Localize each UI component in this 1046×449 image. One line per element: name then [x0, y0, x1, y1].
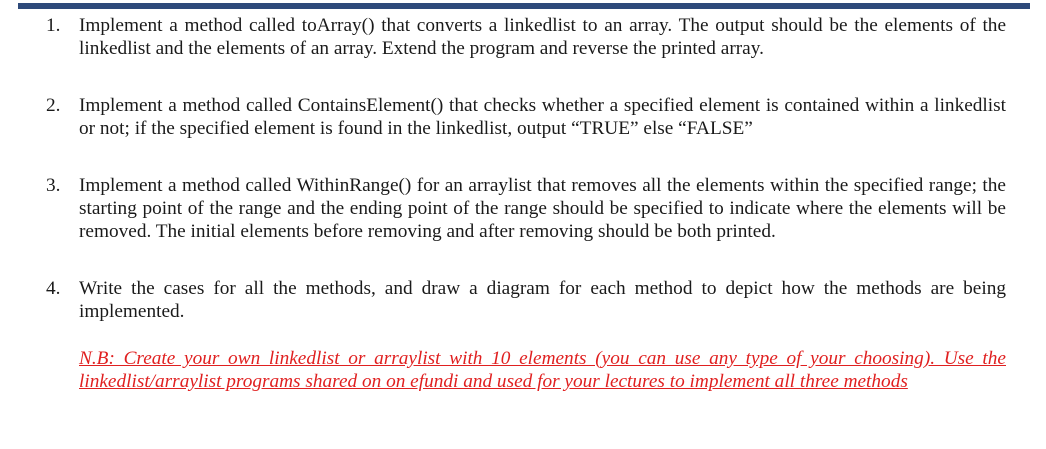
task-text-1: Implement a method called toArray() that converts a linkedlist to an array. The output should be the elements of the linkedlist and the elements of an array. Extend the program and reverse the printed array.: [79, 15, 1006, 59]
task-text-3: Implement a method called WithinRange() for an arraylist that removes all the elements within the specified range; the starting point of the range and the ending point of the range should be specified to indicate where the elements will be removed. The initial elements before removing and after removing should be both printed.: [79, 175, 1006, 242]
task-text-4: Write the cases for all the methods, and draw a diagram for each method to depict how the methods are being implemented.: [79, 278, 1006, 322]
task-item-2: [46, 94, 1006, 140]
note-wrapper: [46, 347, 1006, 393]
task-list: [46, 14, 1006, 393]
task-number-2: 2.: [46, 95, 61, 116]
task-item-4: [46, 277, 1006, 323]
task-number-4: 4.: [46, 278, 61, 299]
task-item-1: [46, 14, 1006, 60]
task-text-2: Implement a method called ContainsElement() that checks whether a specified element is contained within a linkedlist or not; if the specified element is found in the linkedlist, output “TRUE” else “FALSE”: [79, 95, 1006, 139]
note-text: N.B: Create your own linkedlist or arraylist with 10 elements (you can use any type of your choosing). Use the linkedlist/arraylist programs shared on on efundi and used for your lectures to implement all three methods: [79, 348, 1006, 392]
task-item-3: [46, 174, 1006, 243]
task-number-1: 1.: [46, 15, 61, 36]
top-rule: [18, 3, 1030, 9]
task-number-3: 3.: [46, 175, 61, 196]
